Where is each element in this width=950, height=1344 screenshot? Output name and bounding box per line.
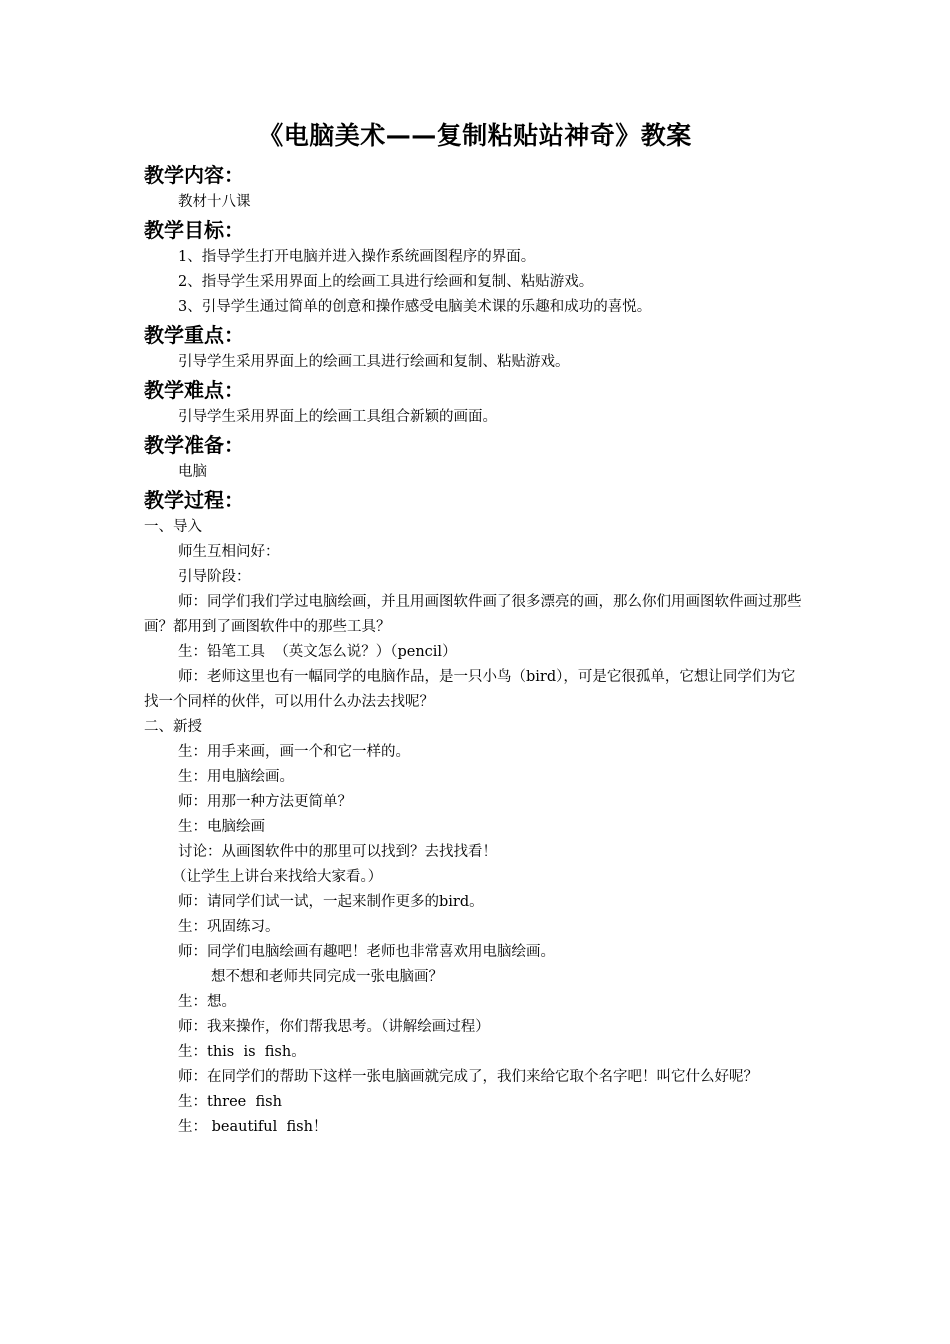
- paragraph: 电脑: [178, 464, 207, 480]
- paragraph: 生：铅笔工具 （英文怎么说？）（pencil）: [178, 644, 457, 660]
- paragraph: 2、指导学生采用界面上的绘画工具进行绘画和复制、粘贴游戏。: [178, 274, 594, 290]
- paragraph: 1、指导学生打开电脑并进入操作系统画图程序的界面。: [178, 249, 536, 265]
- paragraph: 教材十八课: [178, 194, 251, 210]
- paragraph: 师：在同学们的帮助下这样一张电脑画就完成了，我们来给它取个名字吧！叫它什么好呢？: [178, 1069, 758, 1085]
- section-heading-content: 教学内容：: [144, 163, 244, 187]
- paragraph: 师：请同学们试一试，一起来制作更多的bird。: [178, 894, 484, 910]
- subsection-label: 一、导入: [144, 519, 202, 535]
- document-title: 《电脑美术——复制粘贴站神奇》教案: [258, 121, 692, 150]
- paragraph: 师生互相问好：: [178, 544, 280, 560]
- section-heading-goals: 教学目标：: [144, 218, 244, 242]
- paragraph: 生：巩固练习。: [178, 919, 280, 935]
- paragraph: 3、引导学生通过简单的创意和操作感受电脑美术课的乐趣和成功的喜悦。: [178, 299, 652, 315]
- paragraph: 生：this is fish。: [178, 1044, 306, 1060]
- paragraph: （让学生上讲台来找给大家看。）: [172, 869, 383, 885]
- paragraph: 引导学生采用界面上的绘画工具组合新颖的画面。: [178, 409, 497, 425]
- paragraph: 生：用电脑绘画。: [178, 769, 294, 785]
- subsection-label: 二、新授: [144, 719, 202, 735]
- paragraph: 想不想和老师共同完成一张电脑画？: [211, 969, 443, 985]
- paragraph: 师：用那一种方法更简单？: [178, 794, 352, 810]
- paragraph: 生：想。: [178, 994, 236, 1010]
- document-body: [144, 160, 804, 1140]
- section-heading-prep: 教学准备：: [144, 433, 244, 457]
- paragraph: 师：我来操作，你们帮我思考。（讲解绘画过程）: [178, 1019, 490, 1035]
- paragraph: 生： beautiful fish！: [178, 1119, 328, 1135]
- section-heading-difficulty: 教学难点：: [144, 378, 244, 402]
- paragraph: 师：老师这里也有一幅同学的电脑作品，是一只小鸟（bird），可是它很孤单，它想让同学们为它找一个同样的伙伴，可以用什么办法去找呢？: [144, 669, 796, 710]
- section-heading-key: 教学重点：: [144, 323, 244, 347]
- paragraph: 引导阶段：: [178, 569, 251, 585]
- paragraph: 生：电脑绘画: [178, 819, 265, 835]
- section-heading-process: 教学过程：: [144, 488, 244, 512]
- paragraph: 生：用手来画，画一个和它一样的。: [178, 744, 410, 760]
- paragraph: 生：three fish: [178, 1094, 282, 1110]
- paragraph: 引导学生采用界面上的绘画工具进行绘画和复制、粘贴游戏。: [178, 354, 570, 370]
- paragraph: 师：同学们电脑绘画有趣吧！老师也非常喜欢用电脑绘画。: [178, 944, 555, 960]
- paragraph: 师：同学们我们学过电脑绘画，并且用画图软件画了很多漂亮的画，那么你们用画图软件画过那些画？都用到了画图软件中的那些工具？: [144, 594, 802, 635]
- paragraph: 讨论：从画图软件中的那里可以找到？去找找看！: [178, 844, 497, 860]
